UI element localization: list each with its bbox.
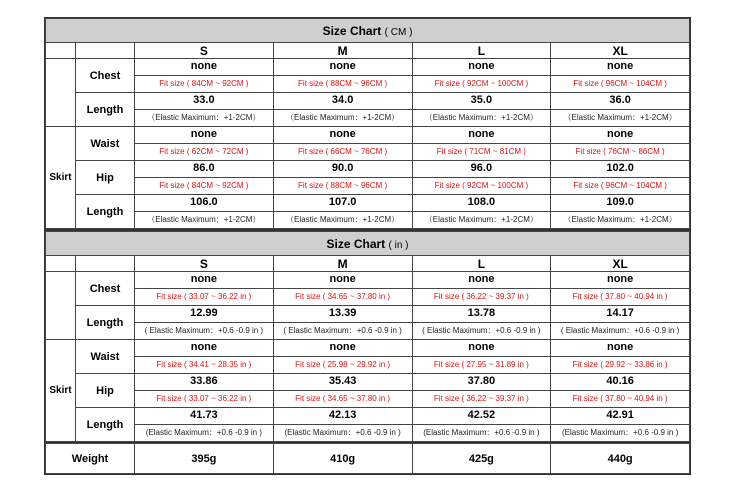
elastic-note: (Elastic Maximum：+0.6 -0.9 in ) <box>284 428 401 437</box>
chart-title-unit: ( in ) <box>388 239 409 251</box>
fit-size-note: Fit size ( 88CM ~ 96CM ) <box>298 181 388 190</box>
measure-cell <box>135 93 274 127</box>
measure-value: 107.0 <box>274 195 412 212</box>
measure-cell <box>273 306 412 340</box>
fit-size-note: Fit size ( 84CM ~ 92CM ) <box>159 181 249 190</box>
measure-cell <box>273 195 412 229</box>
size-header: XL <box>551 256 690 272</box>
measure-value: none <box>551 59 689 76</box>
elastic-note: ( Elastic Maximum：+0.6 -0.9 in ) <box>422 326 541 335</box>
measure-cell <box>412 272 551 306</box>
measure-value: 13.78 <box>413 306 551 323</box>
measure-value: 96.0 <box>413 161 551 178</box>
group-top <box>46 59 76 127</box>
measure-value: 41.73 <box>135 408 273 425</box>
size-header: M <box>273 43 412 59</box>
elastic-note: (Elastic Maximum：+0.6 -0.9 in ) <box>561 428 679 437</box>
group-top <box>46 272 76 340</box>
elastic-note: (Elastic Maximum：+0.6 -0.9 in ) <box>423 428 540 437</box>
measure-value: 86.0 <box>135 161 273 178</box>
measure-label: Chest <box>76 59 135 93</box>
measure-value: 35.0 <box>413 93 551 110</box>
measure-value: 36.0 <box>551 93 689 110</box>
measure-cell <box>551 306 690 340</box>
measure-label: Length <box>76 195 135 229</box>
measure-value: none <box>135 340 273 357</box>
fit-size-note: Fit size ( 62CM ~ 72CM ) <box>159 147 249 156</box>
fit-size-note: Fit size ( 76CM ~ 86CM ) <box>575 147 665 156</box>
measure-cell <box>135 59 274 93</box>
group-skirt: Skirt <box>46 340 76 442</box>
measure-cell <box>551 127 690 161</box>
measure-cell <box>273 408 412 442</box>
measure-cell <box>135 161 274 195</box>
elastic-note: （Elastic Maximum：+1-2CM） <box>424 215 538 224</box>
measure-cell <box>273 127 412 161</box>
measure-value: none <box>551 272 689 289</box>
measure-value: 108.0 <box>413 195 551 212</box>
fit-size-note: Fit size ( 34.65 ~ 37.80 in ) <box>295 292 391 301</box>
header-blank <box>76 43 135 59</box>
measure-label: Hip <box>76 374 135 408</box>
measure-label: Length <box>76 93 135 127</box>
measure-cell <box>273 272 412 306</box>
measure-cell <box>135 306 274 340</box>
chart-title-unit: ( CM ) <box>384 26 413 38</box>
fit-size-note: Fit size ( 84CM ~ 92CM ) <box>159 79 249 88</box>
fit-size-note: Fit size ( 92CM ~ 100CM ) <box>434 181 529 190</box>
elastic-note: （Elastic Maximum：+1-2CM） <box>563 113 677 122</box>
size-header: S <box>135 256 274 272</box>
header-blank <box>46 256 76 272</box>
measure-value: 34.0 <box>274 93 412 110</box>
fit-size-note: Fit size ( 66CM ~ 76CM ) <box>298 147 388 156</box>
measure-value: 33.86 <box>135 374 273 391</box>
measure-value: 37.80 <box>413 374 551 391</box>
measure-value: none <box>135 59 273 76</box>
measure-cell <box>412 195 551 229</box>
measure-cell <box>551 161 690 195</box>
measure-label: Waist <box>76 127 135 161</box>
measure-cell <box>551 195 690 229</box>
measure-cell <box>551 340 690 374</box>
fit-size-note: Fit size ( 92CM ~ 100CM ) <box>434 79 529 88</box>
measure-value: none <box>413 127 551 144</box>
measure-value: 109.0 <box>551 195 689 212</box>
measure-cell <box>412 59 551 93</box>
fit-size-note: Fit size ( 71CM ~ 81CM ) <box>436 147 526 156</box>
measure-label: Hip <box>76 161 135 195</box>
measure-value: none <box>135 272 273 289</box>
elastic-note: （Elastic Maximum：+1-2CM） <box>424 113 538 122</box>
size-header: M <box>273 256 412 272</box>
fit-size-note: Fit size ( 37.80 ~ 40.94 in ) <box>572 292 668 301</box>
weight-table <box>44 442 691 475</box>
measure-value: 42.91 <box>551 408 689 425</box>
measure-cell <box>135 408 274 442</box>
size-chart-cm <box>44 17 691 230</box>
measure-cell <box>551 93 690 127</box>
fit-size-note: Fit size ( 37.80 ~ 40.94 in ) <box>572 394 668 403</box>
measure-cell <box>412 408 551 442</box>
weight-value: 410g <box>273 444 412 474</box>
measure-value: none <box>274 127 412 144</box>
measure-value: none <box>551 340 689 357</box>
fit-size-note: Fit size ( 36.22 ~ 39.37 in ) <box>433 394 529 403</box>
header-blank <box>46 43 76 59</box>
measure-value: none <box>274 59 412 76</box>
group-skirt: Skirt <box>46 127 76 229</box>
elastic-note: ( Elastic Maximum：+0.6 -0.9 in ) <box>560 326 680 335</box>
measure-cell <box>135 272 274 306</box>
fit-size-note: Fit size ( 29.92 ~ 33.86 in ) <box>572 360 668 369</box>
measure-cell <box>412 306 551 340</box>
measure-label: Chest <box>76 272 135 306</box>
measure-label: Length <box>76 408 135 442</box>
size-header: S <box>135 43 274 59</box>
size-header: L <box>412 256 551 272</box>
fit-size-note: Fit size ( 88CM ~ 96CM ) <box>298 79 388 88</box>
fit-size-note: Fit size ( 33.07 ~ 36.22 in ) <box>156 394 252 403</box>
chart-title <box>46 232 690 256</box>
measure-value: 40.16 <box>551 374 689 391</box>
fit-size-note: Fit size ( 27.95 ~ 31.89 in ) <box>433 360 529 369</box>
chart-title-text: Size Chart <box>326 236 386 251</box>
measure-value: none <box>274 340 412 357</box>
measure-value: 102.0 <box>551 161 689 178</box>
elastic-note: (Elastic Maximum：+0.6 -0.9 in ) <box>145 428 262 437</box>
measure-value: 35.43 <box>274 374 412 391</box>
measure-cell <box>273 161 412 195</box>
elastic-note: ( Elastic Maximum：+0.6 -0.9 in ) <box>283 326 402 335</box>
measure-cell <box>551 59 690 93</box>
elastic-note: （Elastic Maximum：+1-2CM） <box>147 215 261 224</box>
chart-title <box>46 19 690 43</box>
weight-label: Weight <box>46 444 135 474</box>
measure-cell <box>135 340 274 374</box>
measure-value: 90.0 <box>274 161 412 178</box>
elastic-note: （Elastic Maximum：+1-2CM） <box>286 113 400 122</box>
measure-value: none <box>274 272 412 289</box>
elastic-note: （Elastic Maximum：+1-2CM） <box>286 215 400 224</box>
measure-value: none <box>413 340 551 357</box>
elastic-note: （Elastic Maximum：+1-2CM） <box>563 215 677 224</box>
measure-cell <box>412 127 551 161</box>
measure-cell <box>551 272 690 306</box>
size-header: XL <box>551 43 690 59</box>
measure-label: Waist <box>76 340 135 374</box>
measure-cell <box>412 161 551 195</box>
measure-cell <box>273 374 412 408</box>
measure-cell <box>273 93 412 127</box>
fit-size-note: Fit size ( 33.07 ~ 36.22 in ) <box>156 292 252 301</box>
measure-cell <box>551 408 690 442</box>
chart-title-text: Size Chart <box>322 23 382 38</box>
measure-value: 106.0 <box>135 195 273 212</box>
weight-value: 440g <box>551 444 690 474</box>
fit-size-note: Fit size ( 25.98 ~ 29.92 in ) <box>295 360 391 369</box>
measure-value: none <box>135 127 273 144</box>
elastic-note: ( Elastic Maximum：+0.6 -0.9 in ) <box>144 326 264 335</box>
measure-cell <box>412 340 551 374</box>
measure-cell <box>412 93 551 127</box>
measure-value: 13.39 <box>274 306 412 323</box>
weight-value: 395g <box>135 444 274 474</box>
weight-value: 425g <box>412 444 551 474</box>
measure-value: none <box>413 272 551 289</box>
measure-value: 12.99 <box>135 306 273 323</box>
measure-cell <box>273 59 412 93</box>
fit-size-note: Fit size ( 34.41 ~ 28.35 in ) <box>156 360 252 369</box>
measure-value: 42.52 <box>413 408 551 425</box>
measure-cell <box>273 340 412 374</box>
measure-value: 42.13 <box>274 408 412 425</box>
fit-size-note: Fit size ( 96CM ~ 104CM ) <box>573 79 667 88</box>
size-header: L <box>412 43 551 59</box>
measure-value: none <box>413 59 551 76</box>
measure-cell <box>135 195 274 229</box>
measure-value: 14.17 <box>551 306 689 323</box>
measure-label: Length <box>76 306 135 340</box>
measure-cell <box>412 374 551 408</box>
size-chart-inch <box>44 230 691 443</box>
fit-size-note: Fit size ( 34.65 ~ 37.80 in ) <box>295 394 391 403</box>
elastic-note: （Elastic Maximum：+1-2CM） <box>147 113 261 122</box>
measure-value: 33.0 <box>135 93 273 110</box>
measure-cell <box>135 374 274 408</box>
measure-cell <box>551 374 690 408</box>
measure-value: none <box>551 127 689 144</box>
fit-size-note: Fit size ( 96CM ~ 104CM ) <box>573 181 667 190</box>
fit-size-note: Fit size ( 36.22 ~ 39.37 in ) <box>433 292 529 301</box>
measure-cell <box>135 127 274 161</box>
header-blank <box>76 256 135 272</box>
